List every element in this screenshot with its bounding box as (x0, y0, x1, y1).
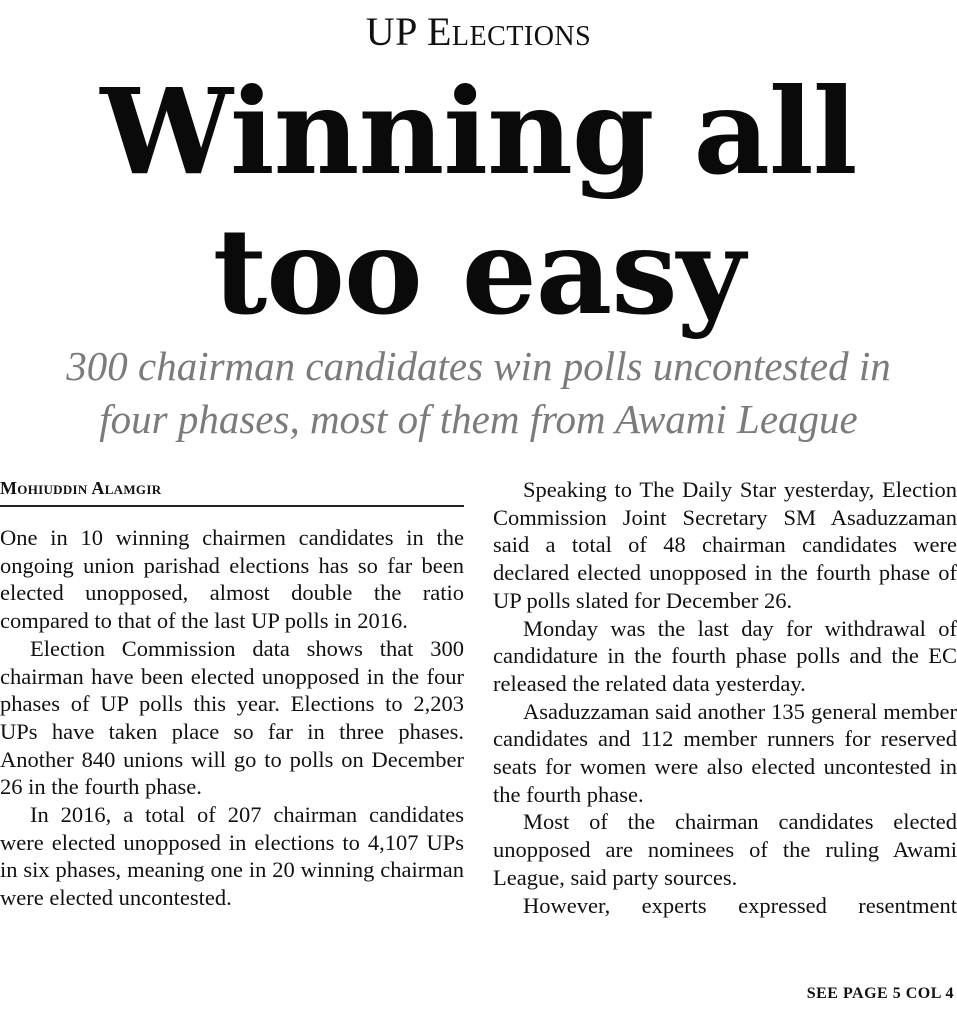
subheadline-line-1: 300 chairman candidates win polls uncontested in (66, 343, 891, 389)
section-kicker: UP Elections (365, 9, 592, 54)
paragraph: Asaduzzaman said another 135 general member candidates and 112 member runners for reserved seats for women were also elected uncontested in the fourth phase. (493, 698, 957, 807)
paragraph: One in 10 winning chairmen candidates in the ongoing union parishad elections has so far been elected unopposed, almost double the ratio compared to that of the last UP polls in 2016. (0, 525, 464, 634)
paragraph: However, experts expressed resentment (523, 892, 957, 918)
headline-line-2: too easy (212, 202, 745, 341)
paragraph: Monday was the last day for withdrawal of candidature in the fourth phase polls and the EC released the related data yesterday. (493, 615, 957, 696)
headline-line-1: Winning all (100, 62, 857, 201)
headline (0, 62, 957, 342)
paragraph: Speaking to The Daily Star yesterday, Election Commission Joint Secretary SM Asaduzzaman said a total of 48 chairman candidates were declared elected unopposed in the fourth phase of UP polls slated for December 26. (493, 477, 957, 613)
byline: Mohiuddin Alamgir (0, 478, 464, 507)
subheadline (0, 340, 957, 446)
paragraph: Most of the chairman candidates elected unopposed are nominees of the ruling Awami League, said party sources. (493, 809, 957, 890)
article-column-right (493, 476, 957, 919)
paragraph: Election Commission data shows that 300 chairman have been elected unopposed in the four phases of UP polls this year. Elections to 2,203 UPs have taken place so far in three phases. Another 840 unions will go to polls on December 26 in the fourth phase. (0, 635, 464, 800)
subheadline-line-2: four phases, most of them from Awami League (99, 396, 858, 442)
paragraph: In 2016, a total of 207 chairman candidates were elected unopposed in elections to 4,107 UPs in six phases, meaning one in 20 winning chairman were elected uncontested. (0, 802, 464, 911)
article-column-left (0, 524, 464, 912)
continued-jump-line[interactable]: SEE PAGE 5 COL 4 (806, 985, 954, 1002)
